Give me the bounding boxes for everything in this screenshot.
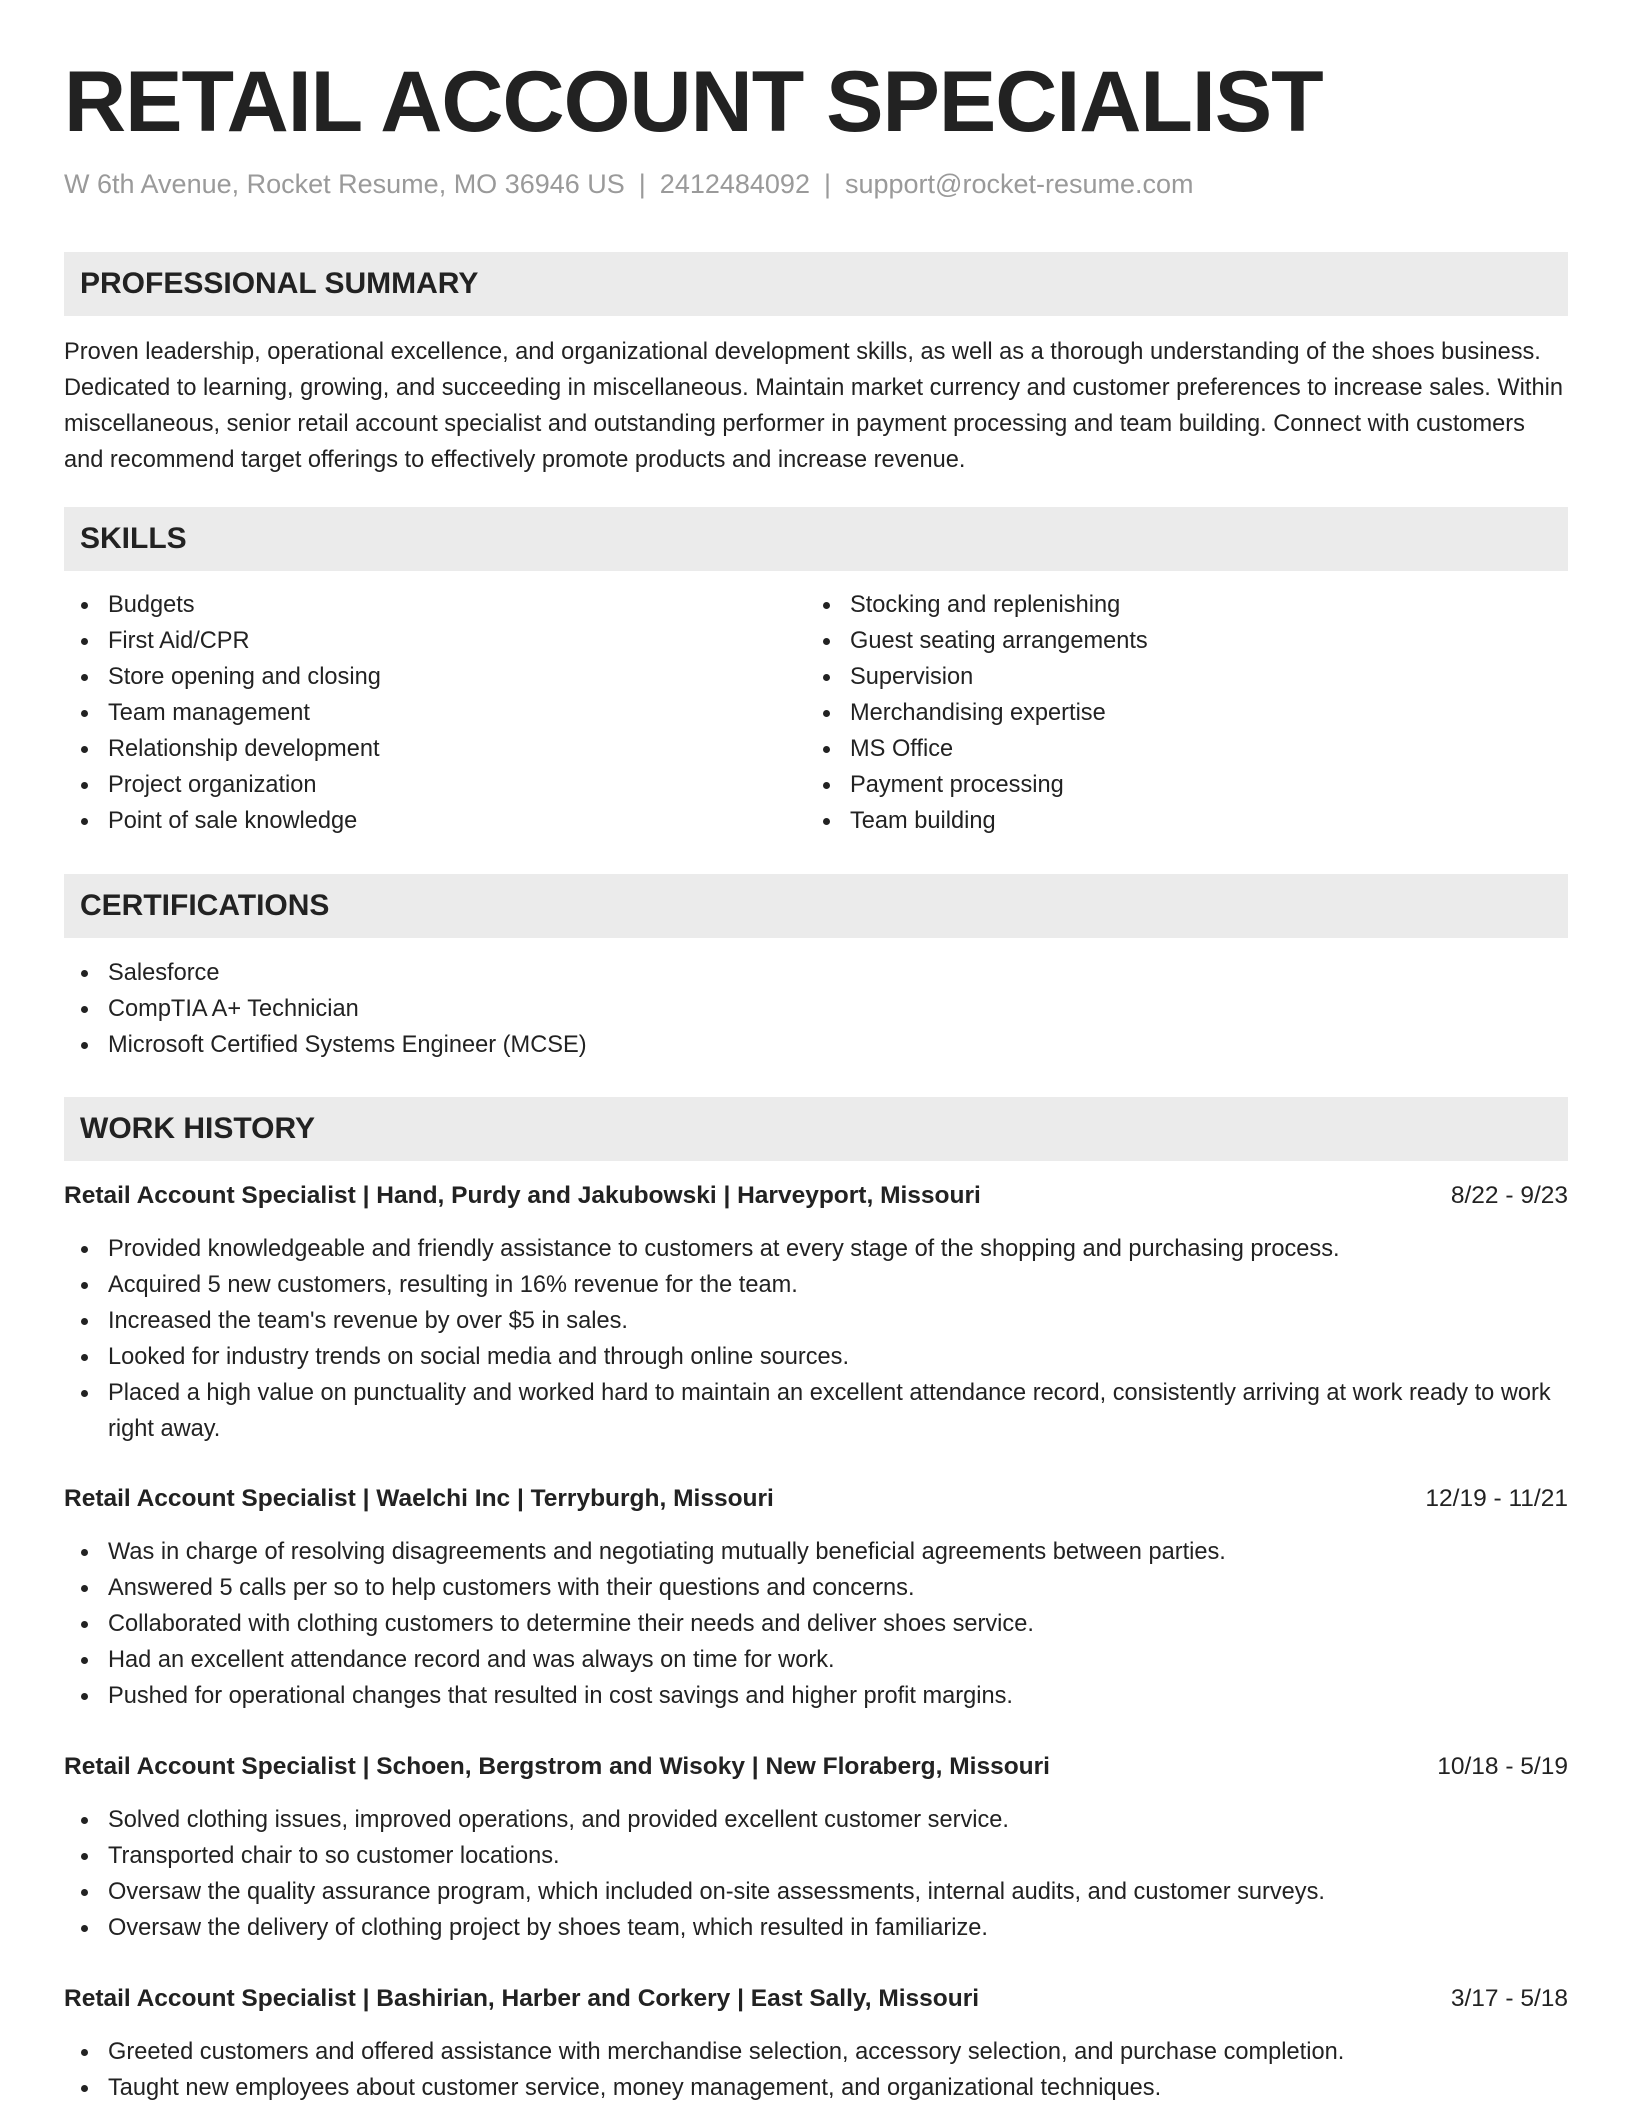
- list-item: Placed a high value on punctuality and worked hard to maintain an excellent attendance record, consistently arriving at work ready to work right away.: [64, 1375, 1568, 1447]
- list-item: Merchandising expertise: [806, 695, 1546, 731]
- list-item: Point of sale knowledge: [64, 803, 804, 839]
- bullet-icon: [81, 1006, 88, 1013]
- list-item: First Aid/CPR: [64, 623, 804, 659]
- list-item: CompTIA A+ Technician: [64, 991, 1568, 1027]
- bullet-icon: [823, 818, 830, 825]
- bullet-icon: [81, 1354, 88, 1361]
- contact-line: [64, 164, 1194, 204]
- bullet-icon: [81, 1657, 88, 1664]
- bullet-icon: [823, 782, 830, 789]
- job-title: Retail Account Specialist | Bashirian, Harber and Corkery | East Sally, Missouri: [64, 1985, 980, 2012]
- list-item: MS Office: [806, 731, 1546, 767]
- job-dates: 12/19 - 11/21: [1425, 1485, 1568, 1512]
- list-item: Collaborated with clothing customers to determine their needs and deliver shoes service.: [64, 1606, 1568, 1642]
- bullet-icon: [81, 1621, 88, 1628]
- bullet-icon: [81, 1042, 88, 1049]
- bullet-icon: [823, 674, 830, 681]
- bullet-icon: [81, 1318, 88, 1325]
- list-item: Relationship development: [64, 731, 804, 767]
- list-item: Guest seating arrangements: [806, 623, 1546, 659]
- list-item: Stocking and replenishing: [806, 587, 1546, 623]
- list-item: Project organization: [64, 767, 804, 803]
- list-item: Team building: [806, 803, 1546, 839]
- list-item: Answered 5 calls per so to help customers with their questions and concerns.: [64, 1570, 1568, 1606]
- list-item: Solved clothing issues, improved operations, and provided excellent customer service.: [64, 1802, 1568, 1838]
- summary-text: Proven leadership, operational excellence, and organizational development skills, as well as a thorough understanding of the shoes business. Dedicated to learning, growing, and succeeding in miscellaneous. Maintain market currency and customer preferences to increase sales. Within miscellaneous, senior retail account specialist and outstanding performer in payment processing and team building. Connect with customers and recommend target offerings to effectively promote products and increase revenue.: [64, 339, 1563, 473]
- bullet-icon: [81, 1390, 88, 1397]
- list-item: Payment processing: [806, 767, 1546, 803]
- job-title: Retail Account Specialist | Schoen, Bergstrom and Wisoky | New Floraberg, Missouri: [64, 1753, 1050, 1780]
- list-item: Acquired 5 new customers, resulting in 16% revenue for the team.: [64, 1267, 1568, 1303]
- job-dates: 8/22 - 9/23: [1450, 1182, 1568, 1209]
- contact-email: support@rocket-resume.com: [844, 169, 1194, 199]
- job-bullets: [64, 2034, 1568, 2106]
- list-item: Budgets: [64, 587, 804, 623]
- list-item: Pushed for operational changes that resulted in cost savings and higher profit margins.: [64, 1678, 1568, 1714]
- list-item: Greeted customers and offered assistance with merchandise selection, accessory selection, and purchase completion.: [64, 2034, 1568, 2070]
- job-title: Retail Account Specialist | Hand, Purdy and Jakubowski | Harveyport, Missouri: [64, 1182, 981, 1209]
- job-dates: 3/17 - 5/18: [1450, 1985, 1568, 2012]
- list-item: Transported chair to so customer locations.: [64, 1838, 1568, 1874]
- bullet-icon: [81, 710, 88, 717]
- bullet-icon: [823, 710, 830, 717]
- skills-list-left: [64, 587, 804, 839]
- bullet-icon: [81, 674, 88, 681]
- bullet-icon: [81, 1246, 88, 1253]
- bullet-icon: [81, 1282, 88, 1289]
- certifications-list: [64, 955, 1568, 1063]
- job-bullets: [64, 1534, 1568, 1714]
- bullet-icon: [823, 602, 830, 609]
- contact-separator: |: [823, 169, 831, 199]
- bullet-icon: [81, 602, 88, 609]
- bullet-icon: [81, 638, 88, 645]
- bullet-icon: [81, 782, 88, 789]
- work-history-heading: WORK HISTORY: [64, 1097, 1568, 1161]
- bullet-icon: [823, 746, 830, 753]
- skills-heading: SKILLS: [64, 507, 1568, 571]
- list-item: Supervision: [806, 659, 1546, 695]
- list-item: Taught new employees about customer service, money management, and organizational techniques.: [64, 2070, 1568, 2106]
- list-item: Team management: [64, 695, 804, 731]
- bullet-icon: [81, 1549, 88, 1556]
- certifications-heading: CERTIFICATIONS: [64, 874, 1568, 938]
- bullet-icon: [823, 638, 830, 645]
- bullet-icon: [81, 746, 88, 753]
- list-item: Oversaw the quality assurance program, which included on-site assessments, internal audits, and customer surveys.: [64, 1874, 1568, 1910]
- bullet-icon: [81, 2049, 88, 2056]
- list-item: Salesforce: [64, 955, 1568, 991]
- contact-address: W 6th Avenue, Rocket Resume, MO 36946 US: [64, 169, 625, 199]
- skills-list-right: [806, 587, 1546, 839]
- bullet-icon: [81, 1889, 88, 1896]
- list-item: Was in charge of resolving disagreements and negotiating mutually beneficial agreements between parties.: [64, 1534, 1568, 1570]
- list-item: Store opening and closing: [64, 659, 804, 695]
- list-item: Oversaw the delivery of clothing project by shoes team, which resulted in familiarize.: [64, 1910, 1568, 1946]
- job-bullets: [64, 1231, 1568, 1447]
- list-item: Had an excellent attendance record and was always on time for work.: [64, 1642, 1568, 1678]
- bullet-icon: [81, 1925, 88, 1932]
- list-item: Microsoft Certified Systems Engineer (MCSE): [64, 1027, 1568, 1063]
- job-bullets: [64, 1802, 1568, 1946]
- bullet-icon: [81, 1817, 88, 1824]
- summary-heading: PROFESSIONAL SUMMARY: [64, 252, 1568, 316]
- job-dates: 10/18 - 5/19: [1437, 1753, 1568, 1780]
- contact-separator: |: [638, 169, 646, 199]
- bullet-icon: [81, 818, 88, 825]
- bullet-icon: [81, 1853, 88, 1860]
- job-title: Retail Account Specialist | Waelchi Inc | Terryburgh, Missouri: [64, 1485, 774, 1512]
- list-item: Increased the team's revenue by over $5 in sales.: [64, 1303, 1568, 1339]
- bullet-icon: [81, 1585, 88, 1592]
- bullet-icon: [81, 970, 88, 977]
- resume-name: RETAIL ACCOUNT SPECIALIST: [64, 54, 1323, 150]
- bullet-icon: [81, 2085, 88, 2092]
- bullet-icon: [81, 1693, 88, 1700]
- contact-phone: 2412484092: [659, 169, 810, 199]
- list-item: Looked for industry trends on social media and through online sources.: [64, 1339, 1568, 1375]
- list-item: Provided knowledgeable and friendly assistance to customers at every stage of the shopping and purchasing process.: [64, 1231, 1568, 1267]
